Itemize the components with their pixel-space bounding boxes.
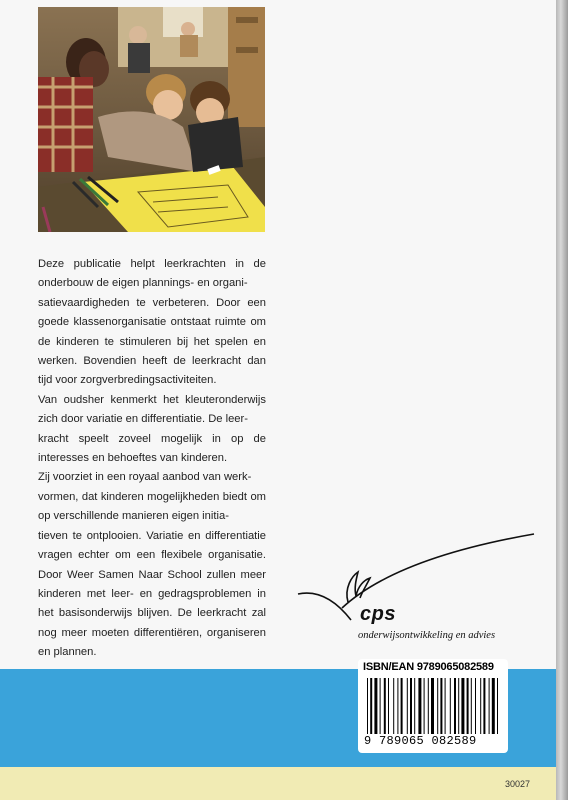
barcode-bar [393,678,394,734]
barcode-bar [414,678,415,734]
cover-photo [38,7,265,232]
barcode-bar [388,678,389,734]
logo-name: cps [360,603,396,625]
barcode-bar [497,678,498,734]
barcode-bar [492,678,495,734]
barcode-bar [471,678,472,734]
barcode-bar [367,678,368,734]
description-text: Deze publicatie helpt leerkrachten in de onderbouw de eigen plannings- en organi- satievaardigheden te verbeteren. Door een goede klassenorganisatie ontstaat ruimte om de kinderen te stimuleren bij het spelen en werken. Bovendien heeft de leerkracht dan tijd voor zorgverbredingsactiviteiten. Van oudsher kenmerkt het kleuteronderwijs zich door variatie en differentiatie. De leer- kracht speelt zoveel mogelijk in op de interesses en behoeftes van kinderen. Zij voorziet in een royaal aanbod van werk- vormen, dat kinderen mogelijkheden biedt om op verschillende manieren eigen initia- tieven te ontplooien. Variatie en differentiatie vragen echter om een flexibele organisatie. Door Weer Samen Naar School zullen meer kinderen met leer- en gedragsproblemen in het basisonderwijs blijven. De leerkracht zal nog meer moeten differentiëren, organiseren en plannen. [38,258,266,659]
barcode-bar [380,678,381,734]
barcode-bar [437,678,438,734]
barcode-bar [384,678,386,734]
barcode-bar [370,678,372,734]
barcode-bar [401,678,403,734]
classroom-photo-illustration [38,7,265,232]
barcode-bar [480,678,481,734]
barcode-bar [431,678,434,734]
page-edge [556,0,568,800]
barcode-bar [489,678,490,734]
barcode-bar [407,678,408,734]
barcode-bar [424,678,425,734]
barcode-bar [454,678,456,734]
barcode-bar [461,678,464,734]
isbn-digits: 9 789065 082589 [364,734,477,748]
barcode-bar [445,678,446,734]
barcode-bar [467,678,469,734]
barcode-bar [483,678,485,734]
barcode-bar [440,678,442,734]
barcode-bar [475,678,476,734]
barcode-icon [365,678,503,736]
barcode-bar [450,678,451,734]
barcode-bar [458,678,459,734]
barcode-bar [410,678,412,734]
barcode-bar [428,678,429,734]
logo-tagline: onderwijsontwikkeling en advies [358,630,496,641]
barcode-bar [374,678,377,734]
barcode-bar [418,678,421,734]
barcode-bar [397,678,398,734]
product-code: 30027 [505,779,531,789]
yellow-band [0,767,556,800]
isbn-label: ISBN/EAN 9789065082589 [363,661,494,673]
